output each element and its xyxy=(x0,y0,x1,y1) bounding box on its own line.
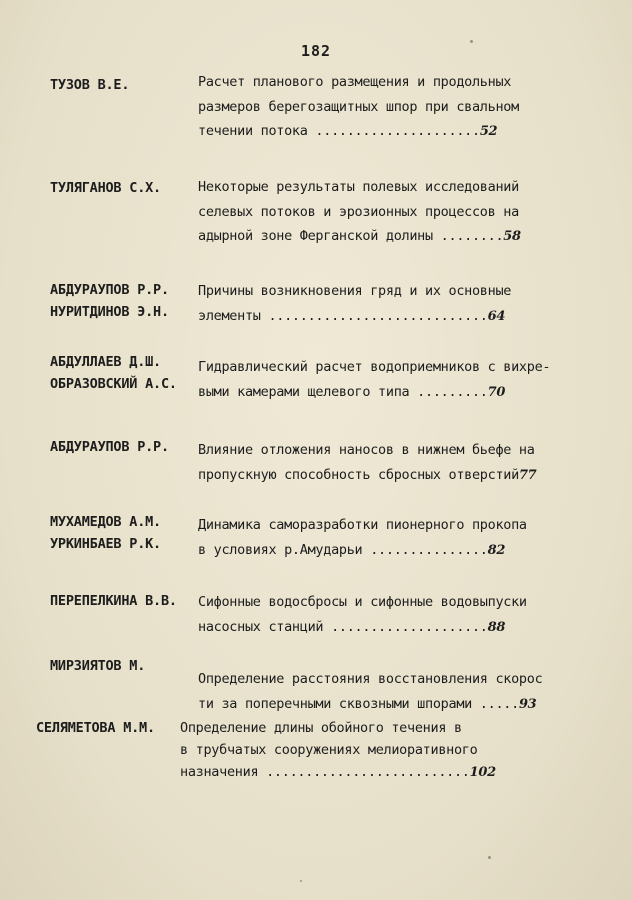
title-line: Сифонные водосбросы и сифонные водовыпуски xyxy=(198,594,527,610)
author-name: УРКИНБАЕВ Р.К. xyxy=(50,536,161,552)
page-reference: 77 xyxy=(518,467,537,483)
entry-authors xyxy=(50,279,200,323)
author-name: АБДУЛЛАЕВ Д.Ш. xyxy=(50,354,161,370)
title-line: Расчет планового размещения и продольных xyxy=(198,74,512,90)
author-name: ПЕРЕПЕЛКИНА В.В. xyxy=(50,593,177,609)
title-line-text: элементы ............................ xyxy=(198,307,488,324)
entry-title xyxy=(198,279,538,329)
entry-authors xyxy=(50,511,200,555)
entry-authors xyxy=(50,177,200,199)
author-name: СЕЛЯМЕТОВА М.М. xyxy=(36,720,155,736)
page-reference: 52 xyxy=(479,124,498,139)
entry-title xyxy=(198,513,538,563)
title-line xyxy=(198,538,538,564)
entry-title xyxy=(198,175,538,250)
entry-title xyxy=(198,438,538,488)
entry-title xyxy=(180,717,520,784)
entry-authors xyxy=(50,351,200,395)
page-reference: 102 xyxy=(469,765,496,780)
author-name: МУХАМЕДОВ А.М. xyxy=(50,514,161,530)
title-line-text: ти за поперечными сквозными шпорами ..... xyxy=(198,695,519,712)
author-name: АБДУРАУПОВ Р.Р. xyxy=(50,282,169,298)
page-reference: 82 xyxy=(487,542,506,558)
title-line: Определение длины обойного течения в xyxy=(180,720,462,736)
author-name: ТУЗОВ В.Е. xyxy=(50,77,130,93)
title-line-text: течении потока ..................... xyxy=(198,123,480,139)
entry-authors xyxy=(50,655,200,677)
entry-title xyxy=(198,667,543,717)
entry-authors xyxy=(50,436,200,458)
paper-speck xyxy=(470,40,473,43)
title-line: размеров берегозащитных шпор при свальном xyxy=(198,98,519,115)
paper-speck xyxy=(300,880,302,882)
title-line: Определение расстояния восстановления скорос xyxy=(198,671,543,687)
title-line: Динамика саморазработки пионерного прокопа xyxy=(198,517,527,533)
entry-title xyxy=(198,590,538,640)
entry-authors xyxy=(36,717,186,739)
title-line: Гидравлический расчет водоприемников с вихре- xyxy=(198,359,551,375)
author-name: НУРИТДИНОВ Э.Н. xyxy=(50,304,169,320)
page-reference: 58 xyxy=(503,229,521,244)
page-reference: 93 xyxy=(518,696,537,712)
entry-authors xyxy=(50,74,200,96)
title-line: Некоторые результаты полевых исследований xyxy=(198,179,519,195)
title-line xyxy=(198,224,538,250)
author-name: ОБРАЗОВСКИЙ А.С. xyxy=(50,376,177,392)
title-line-text: выми камерами щелевого типа ......... xyxy=(198,383,488,400)
entry-title xyxy=(198,355,551,405)
page-reference: 64 xyxy=(487,308,506,324)
author-name: МИРЗИЯТОВ М. xyxy=(50,658,146,674)
author-name: АБДУРАУПОВ Р.Р. xyxy=(50,439,169,455)
title-line: Влияние отложения наносов в нижнем бьефе на xyxy=(198,442,535,458)
title-line: в трубчатых сооружениях мелиоративного xyxy=(180,742,478,758)
page-reference: 88 xyxy=(487,619,506,635)
title-line-text: адырной зоне Ферганской долины ........ xyxy=(198,228,504,244)
title-line xyxy=(198,463,538,489)
title-line-text: назначения .......................... xyxy=(180,764,470,780)
title-line-text: насосных станций .................... xyxy=(198,618,488,635)
page-number: 182 xyxy=(300,42,332,60)
title-line xyxy=(180,761,520,784)
title-line xyxy=(198,380,538,406)
title-line: Причины возникновения гряд и их основные xyxy=(198,283,512,299)
title-line: селевых потоков и эрозионных процессов на xyxy=(198,203,519,220)
title-line xyxy=(198,304,538,330)
title-line-text: пропускную способность сбросных отверстий xyxy=(198,466,519,483)
title-line xyxy=(198,615,538,641)
paper-speck xyxy=(488,856,491,859)
entry-authors xyxy=(50,590,200,612)
page-reference: 70 xyxy=(487,384,506,400)
title-line xyxy=(198,692,538,718)
author-name: ТУЛЯГАНОВ С.Х. xyxy=(50,180,161,196)
title-line xyxy=(198,119,538,145)
title-line-text: в условиях р.Амударьи ............... xyxy=(198,541,488,558)
entry-title xyxy=(198,70,538,145)
